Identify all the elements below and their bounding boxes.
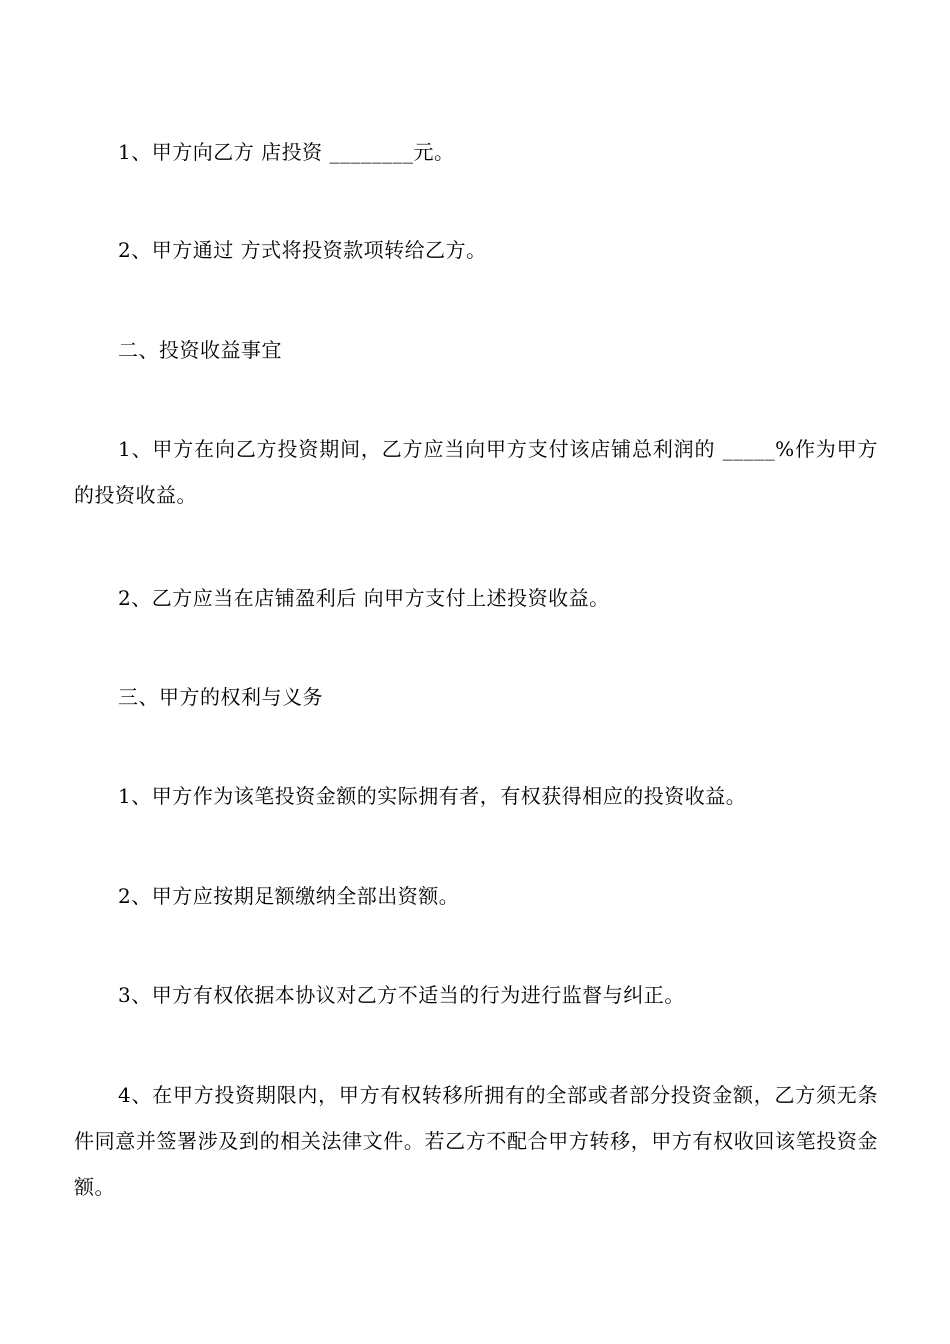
section-heading-investment-returns: 二、投资收益事宜: [118, 338, 282, 362]
paragraph-capital-payment: 2、甲方应按期足额缴纳全部出资额。: [118, 884, 460, 908]
section-heading-party-a-rights: 三、甲方的权利与义务: [118, 685, 323, 709]
paragraph-transfer-right: 4、在甲方投资期限内，甲方有权转移所拥有的全部或者部分投资金额，乙方须无条件同意并签署涉及到的相关法律文件。若乙方不配合甲方转移，甲方有权收回该笔投资金额。: [74, 1083, 878, 1199]
paragraph-profit-share: 1、甲方在向乙方投资期间，乙方应当向甲方支付该店铺总利润的 _____%作为甲方的投资收益。: [74, 437, 878, 507]
paragraph-investment-amount: 1、甲方向乙方 店投资 ________元。: [118, 140, 455, 164]
paragraph-payment-timing: 2、乙方应当在店铺盈利后 向甲方支付上述投资收益。: [118, 586, 610, 610]
paragraph-supervision-right: 3、甲方有权依据本协议对乙方不适当的行为进行监督与纠正。: [118, 983, 685, 1007]
paragraph-right-to-returns: 1、甲方作为该笔投资金额的实际拥有者，有权获得相应的投资收益。: [118, 784, 747, 808]
paragraph-transfer-method: 2、甲方通过 方式将投资款项转给乙方。: [118, 238, 487, 262]
